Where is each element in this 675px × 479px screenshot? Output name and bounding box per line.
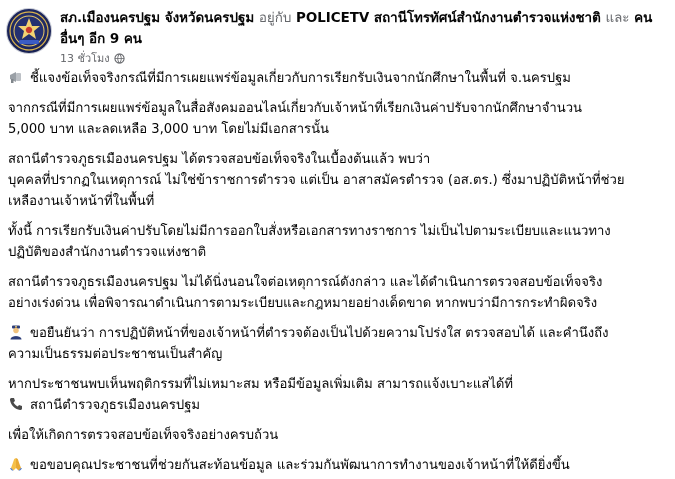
paragraph-text: ชี้แจงข้อเท็จจริงกรณีที่มีการเผยแพร่ข้อมูลเกี่ยวกับการเรียกรับเงินจากนักศึกษาในพื้นที่ จ.นครปฐม <box>30 71 571 86</box>
paragraph-6 <box>8 323 668 365</box>
page-avatar[interactable] <box>6 8 52 54</box>
partner-link[interactable]: POLICETV สถานีโทรทัศน์สำนักงานตำรวจแห่งชาติ <box>296 11 601 26</box>
paragraph-line: บุคคลที่ปรากฏในเหตุการณ์ ไม่ใช่ข้าราชการตำรวจ แต่เป็น อาสาสมัครตำรวจ (อส.ตร.) ซึ่งมาปฏิบัติหน้าที่ช่วย <box>8 173 625 188</box>
globe-icon <box>114 53 125 64</box>
paragraph-line: หากประชาชนพบเห็นพฤติกรรมที่ไม่เหมาะสม หรือมีข้อมูลเพิ่มเติม สามารถแจ้งเบาะแสได้ที่ <box>8 377 514 392</box>
paragraph-line: ทั้งนี้ การเรียกรับเงินค่าปรับโดยไม่มีการออกใบสั่งหรือเอกสารทางราชการ ไม่เป็นไปตามระเบียบและแนวทาง <box>8 224 611 239</box>
paragraph-line: สถานีตำรวจภูธรเมืองนครปฐม ได้ตรวจสอบข้อเท็จจริงในเบื้องต้นแล้ว พบว่า <box>8 152 431 167</box>
paragraph-5 <box>8 272 668 314</box>
telephone-icon <box>8 396 24 412</box>
paragraph-line: สถานีตำรวจภูธรเมืองนครปฐม ไม่ได้นิ่งนอนใจต่อเหตุการณ์ดังกล่าว และได้ดำเนินการตรวจสอบข้อเท็จจริง <box>8 275 603 290</box>
paragraph-line: 5,000 บาท และลดเหลือ 3,000 บาท โดยไม่มีเอกสารนั้น <box>8 122 329 137</box>
paragraph-line: อย่างเร่งด่วน เพื่อพิจารณาดำเนินการตามระเบียบและกฎหมายอย่างเด็ดขาด หากพบว่ามีการกระทำผิดจริง <box>8 296 598 311</box>
and-text: และ <box>605 11 630 26</box>
paragraph-line: จากกรณีที่มีการเผยแพร่ข้อมูลในสื่อสังคมออนไลน์เกี่ยวกับเจ้าหน้าที่เรียกเงินค่าปรับจากนักศึกษาจำนวน <box>8 101 583 116</box>
police-emblem-icon <box>7 9 51 53</box>
paragraph-text: ขอขอบคุณประชาชนที่ช่วยกันสะท้อนข้อมูล และร่วมกันพัฒนาการทำงานของเจ้าหน้าที่ให้ดียิ่งขึ้น <box>30 458 570 473</box>
post-timestamp[interactable]: 13 ชั่วโมง <box>60 52 110 65</box>
with-text: อยู่กับ <box>258 11 292 26</box>
paragraph-line: สถานีตำรวจภูธรเมืองนครปฐม <box>30 398 201 413</box>
paragraph-4 <box>8 221 668 263</box>
paragraph-line: เหลืองานเจ้าหน้าที่ในพื้นที่ <box>8 194 155 209</box>
paragraph-line: เพื่อให้เกิดการตรวจสอบข้อเท็จจริงอย่างครบถ้วน <box>8 428 279 443</box>
megaphone-icon <box>8 69 24 85</box>
page-name-link[interactable]: สภ.เมืองนครปฐม จังหวัดนครปฐม <box>60 11 255 26</box>
paragraph-1 <box>8 68 668 89</box>
paragraph-line: ขอยืนยันว่า การปฏิบัติหน้าที่ของเจ้าหน้าที่ตำรวจต้องเป็นไปด้วยความโปร่งใส ตรวจสอบได้ และคำนึงถึง <box>30 326 609 341</box>
post-header <box>6 8 671 65</box>
paragraph-2 <box>8 98 668 140</box>
paragraph-8 <box>8 425 668 446</box>
folded-hands-icon <box>8 456 24 472</box>
police-officer-icon <box>8 324 24 340</box>
paragraph-9 <box>8 455 668 476</box>
paragraph-line: ความเป็นธรรมต่อประชาชนเป็นสำคัญ <box>8 347 223 362</box>
paragraph-3 <box>8 149 668 212</box>
post-body <box>8 68 668 476</box>
paragraph-line: ปฏิบัติของสำนักงานตำรวจแห่งชาติ <box>8 245 207 260</box>
paragraph-7 <box>8 374 668 416</box>
others-link[interactable]: คนอื่นๆ อีก 9 คน <box>60 11 653 47</box>
